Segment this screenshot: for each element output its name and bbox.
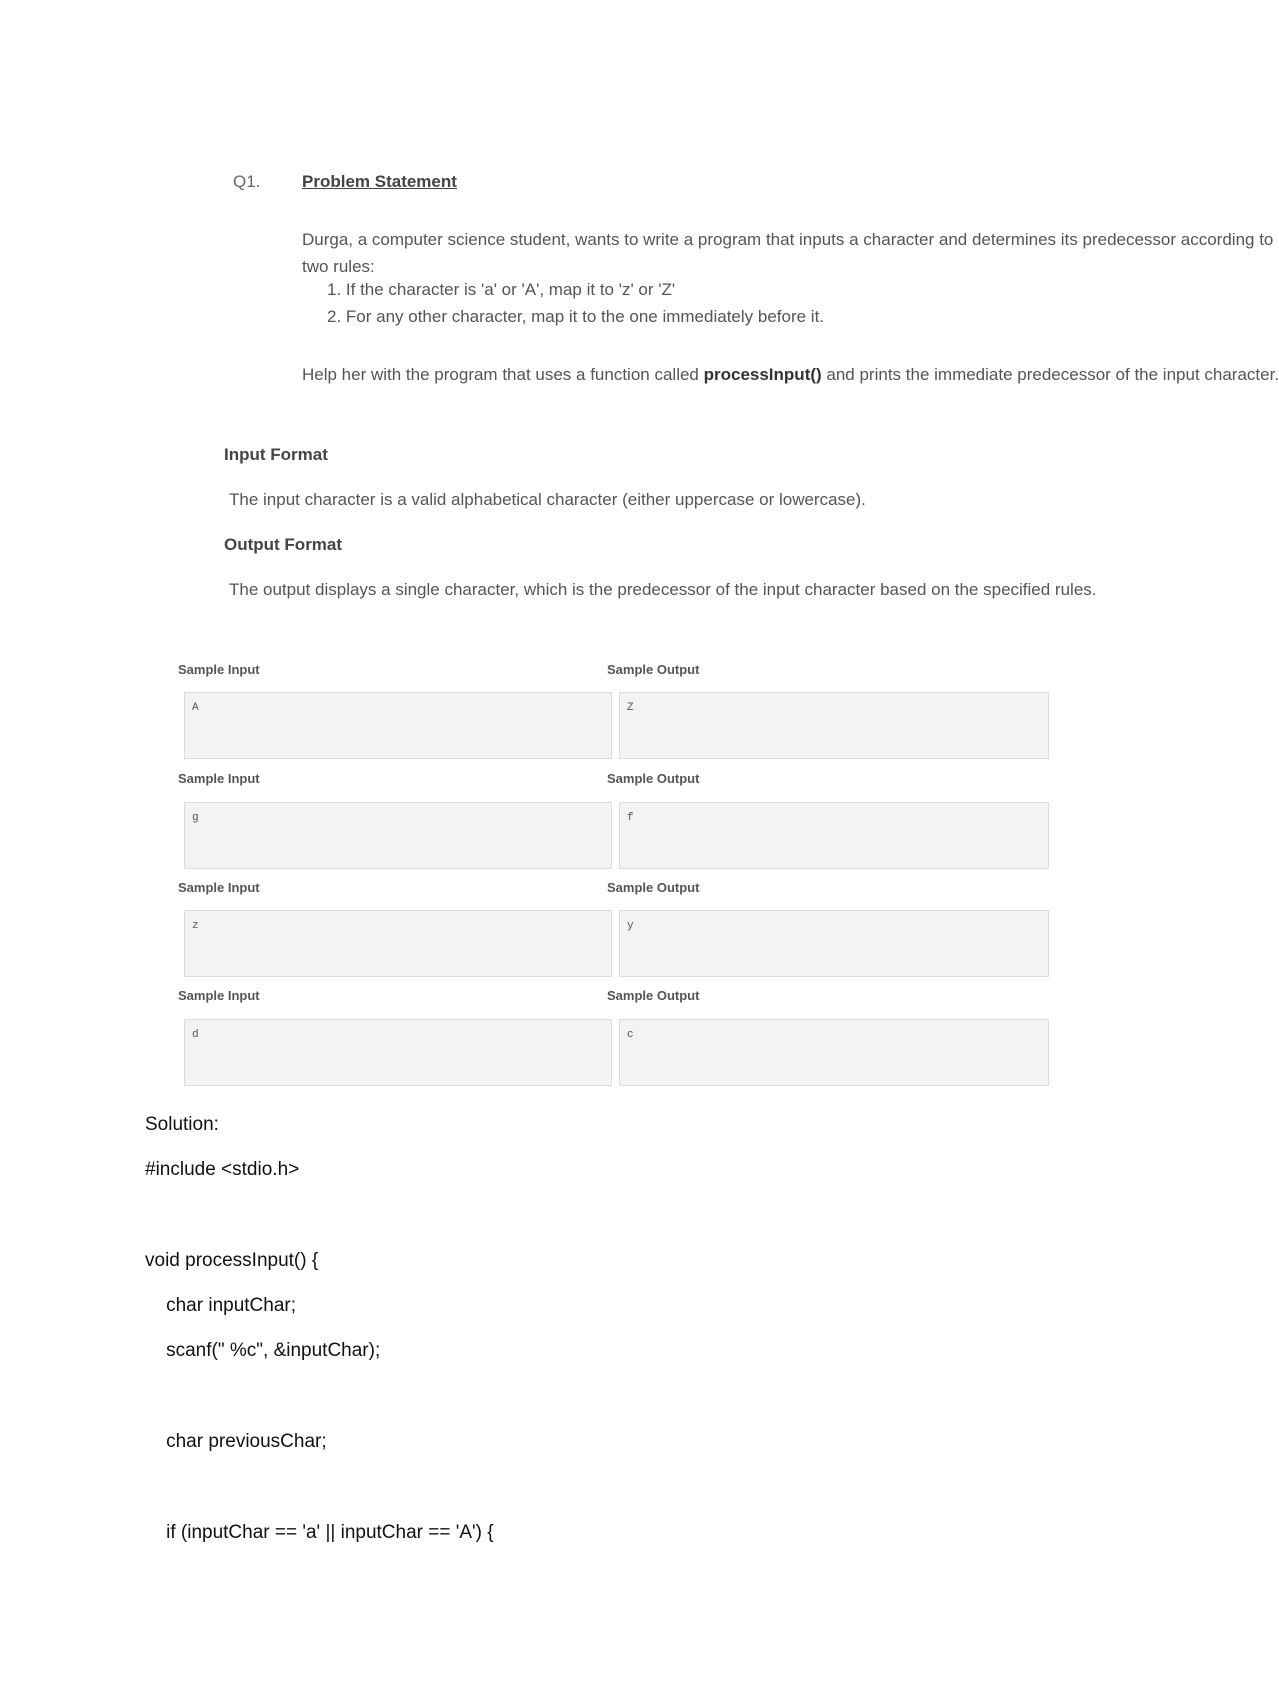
question-number: Q1.	[233, 172, 261, 191]
input-format-heading: Input Format	[224, 445, 328, 464]
sample-input-label: Sample Input	[178, 988, 260, 1003]
code-line: #include <stdio.h>	[145, 1159, 300, 1180]
code-line: void processInput() {	[145, 1250, 319, 1271]
intro-line-2: two rules:	[302, 257, 375, 276]
function-name: processInput()	[703, 365, 822, 384]
solution-heading: Solution:	[145, 1114, 219, 1135]
code-line: if (inputChar == 'a' || inputChar == 'A') {	[145, 1522, 494, 1543]
sample-input-box: g	[184, 802, 612, 869]
sample-output-box: c	[619, 1019, 1049, 1086]
problem-statement-title: Problem Statement	[302, 172, 457, 191]
input-format-text: The input character is a valid alphabetical character (either uppercase or lowercase).	[229, 490, 866, 509]
sample-output-box: Z	[619, 692, 1049, 759]
code-line: char previousChar;	[145, 1431, 327, 1452]
sample-input-box: d	[184, 1019, 612, 1086]
help-prefix: Help her with the program that uses a function called	[302, 365, 704, 384]
sample-input-label: Sample Input	[178, 880, 260, 895]
intro-line-1: Durga, a computer science student, wants to write a program that inputs a character and determines its predecessor according to	[302, 230, 1274, 249]
output-format-heading: Output Format	[224, 535, 343, 554]
sample-input-label: Sample Input	[178, 771, 260, 786]
sample-output-label: Sample Output	[607, 988, 700, 1003]
output-format-text: The output displays a single character, which is the predecessor of the input character based on the specified rules.	[229, 580, 1097, 599]
sample-input-box: z	[184, 910, 612, 977]
sample-output-label: Sample Output	[607, 771, 700, 786]
help-suffix: and prints the immediate predecessor of the input character.	[821, 365, 1279, 384]
rule-item: 1. If the character is 'a' or 'A', map it to 'z' or 'Z'	[327, 280, 676, 299]
sample-input-box: A	[184, 692, 612, 759]
sample-output-label: Sample Output	[607, 662, 700, 677]
sample-output-box: y	[619, 910, 1049, 977]
sample-output-box: f	[619, 802, 1049, 869]
intro-paragraph	[302, 226, 1274, 280]
sample-output-label: Sample Output	[607, 880, 700, 895]
rule-item: 2. For any other character, map it to the one immediately before it.	[327, 307, 825, 326]
code-line: char inputChar;	[145, 1295, 297, 1316]
help-paragraph	[302, 361, 1279, 388]
code-line: scanf(" %c", &inputChar);	[145, 1340, 381, 1361]
sample-input-label: Sample Input	[178, 662, 260, 677]
